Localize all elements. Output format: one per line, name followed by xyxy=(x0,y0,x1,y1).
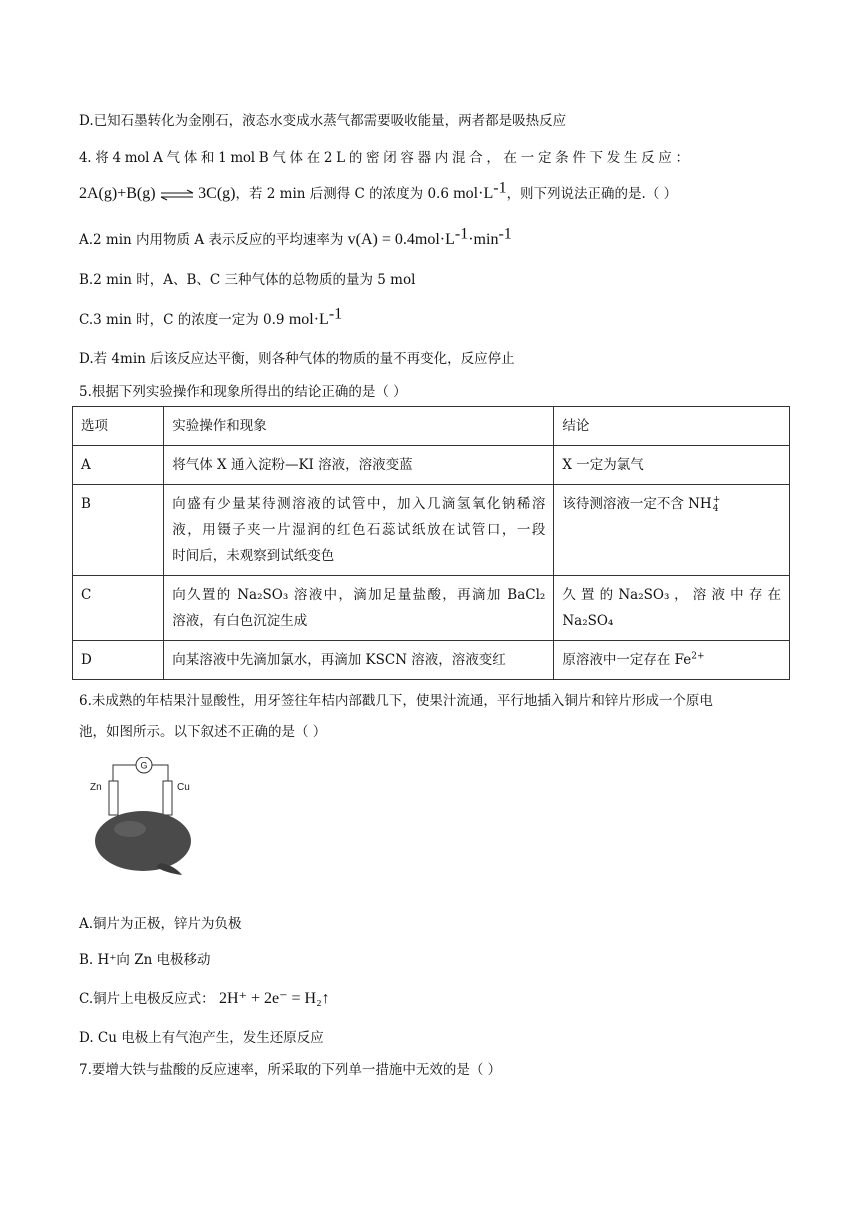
row-operation: 向盛有少量某待测溶液的试管中，加入几滴氢氧化钠稀溶 液，用镊子夹一片湿润的红色石蕊试纸放在试管口，一段 时间后，未观察到试纸变色 xyxy=(164,485,554,576)
row-conclusion: X 一定为氯气 xyxy=(554,446,790,485)
table-row xyxy=(73,485,790,576)
q7-stem: 7.要增大铁与盐酸的反应速率，所采取的下列单一措施中无效的是（ ） xyxy=(79,1062,502,1078)
table-row xyxy=(73,641,790,680)
equilibrium-arrow-icon xyxy=(160,189,194,201)
q4-conc-unit: mol·L xyxy=(453,185,494,202)
row-option: C xyxy=(73,576,164,641)
row-operation: 向久置的 Na₂SO₃ 溶液中，滴加足量盐酸，再滴加 BaCl₂ 溶液，有白色沉淀生成 xyxy=(164,576,554,641)
q5-table xyxy=(72,406,790,680)
q6-stem-line1: 6.未成熟的年桔果汁显酸性，用牙签往年桔内部戳几下，使果汁流通，平行地插入铜片和锌片形成一个原电 xyxy=(79,693,713,709)
q6-option-b: B. H⁺向 Zn 电极移动 xyxy=(79,952,211,968)
row-conclusion: 原溶液中一定存在 $Fe^{2+}$ xyxy=(554,641,790,680)
table-row xyxy=(73,446,790,485)
q4-option-c: C.3 min 时，C 的浓度一定为 0.9 $mol\cdot L^{-1}$ xyxy=(79,305,343,328)
q4-stem-end: ，则下列说法正确的是.（ ） xyxy=(506,186,678,202)
row-option: D xyxy=(73,641,164,680)
q4-stem-line1: 4. 将 4 mol A 气 体 和 1 mol B 气 体 在 2 L 的 密 闭 容 器 内 混 合 ， 在 一 定 条 件 下 发 生 反 应 ： xyxy=(79,150,689,166)
q5-stem: 5.根据下列实验操作和现象所得出的结论正确的是（ ） xyxy=(79,384,407,400)
q4-option-b: B.2 min 时，A、B、C 三种气体的总物质的量为 5 mol xyxy=(79,272,416,288)
fruit-icon xyxy=(95,811,191,871)
header-option: 选项 xyxy=(73,407,164,446)
zinc-plate xyxy=(109,781,118,815)
header-operation: 实验操作和现象 xyxy=(164,407,554,446)
row-operation: 向某溶液中先滴加氯水，再滴加 KSCN 溶液，溶液变红 xyxy=(164,641,554,680)
copper-plate xyxy=(163,781,172,815)
q6-option-a: A.铜片为正极，锌片为负极 xyxy=(79,916,242,932)
q3-option-d: D.已知石墨转化为金刚石，液态水变成水蒸气都需要吸收能量，两者都是吸热反应 xyxy=(79,113,567,129)
q6-stem-line2: 池，如图所示。以下叙述不正确的是（ ） xyxy=(79,724,327,740)
row-conclusion: 该待测溶液一定不含 NH + 4 xyxy=(554,485,790,576)
q4-equation-right: 3C(g) xyxy=(198,185,236,202)
row-option: B xyxy=(73,485,164,576)
q6-option-d: D. Cu 电极上有气泡产生，发生还原反应 xyxy=(79,1030,324,1046)
row-operation: 将气体 X 通入淀粉—KI 溶液，溶液变蓝 xyxy=(164,446,554,485)
galvanometer-label: G xyxy=(140,760,148,771)
q6-option-c-formula: 2H⁺ + 2e⁻ = H₂↑ xyxy=(218,990,330,1007)
q4-stem-line2: 2A(g)+B(g) 3C(g)，若 2 min 后测得 C 的浓度为 0.6 $mol\cdot L^{-1}$，则下列说法正确的是.（ ） xyxy=(79,179,678,202)
q4-option-d: D.若 4min 后该反应达平衡，则各种气体的物质的量不再变化，反应停止 xyxy=(79,351,515,367)
table-header-row xyxy=(73,407,790,446)
q6-option-c: C.铜片上电极反应式： 2H⁺ + 2e⁻ = H₂↑ xyxy=(79,990,330,1007)
copper-label: Cu xyxy=(177,782,190,793)
q4-option-a: A.2 min 内用物质 A 表示反应的平均速率为 $v(A) = 0.4mol\cdot L^{-1}\cdot\min^{-1}$ xyxy=(79,225,512,248)
zinc-label: Zn xyxy=(90,782,102,793)
fruit-battery-diagram xyxy=(86,757,206,877)
table-row xyxy=(73,576,790,641)
q4-option-a-formula: v(A) = 0.4mol·L xyxy=(347,231,455,248)
q4-equation-left: 2A(g)+B(g) xyxy=(79,185,156,202)
row-option: A xyxy=(73,446,164,485)
q4-option-c-unit: mol·L xyxy=(288,311,329,328)
row-conclusion: 久 置 的 Na₂SO₃ ， 溶 液 中 存 在 Na₂SO₄ xyxy=(554,576,790,641)
q4-stem-text: ，若 2 min 后测得 C 的浓度为 0.6 xyxy=(235,186,449,202)
header-conclusion: 结论 xyxy=(554,407,790,446)
